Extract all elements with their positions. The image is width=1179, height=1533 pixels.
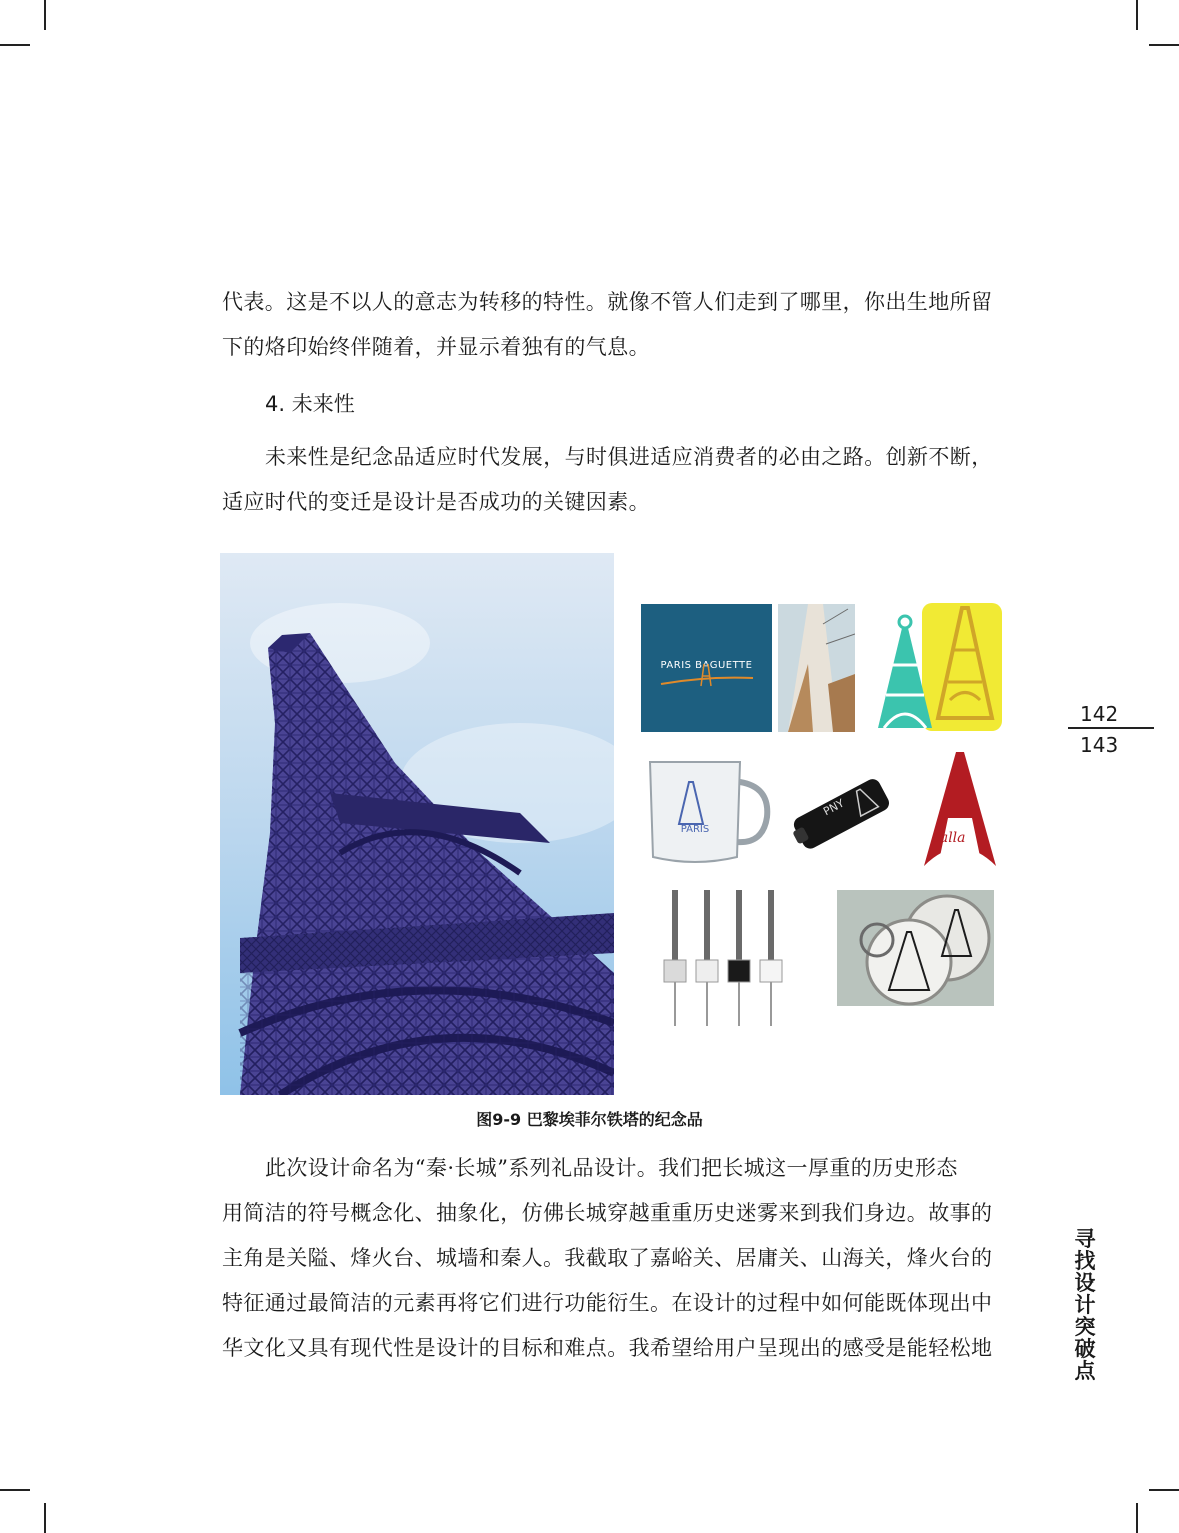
mug-text: PARIS (680, 824, 710, 835)
text-line: 代表。这是不以人的意志为转移的特性。就像不管人们走到了哪里，你出生地所留 (222, 290, 993, 314)
text-line: 用简洁的符号概念化、抽象化，仿佛长城穿越重重历史迷雾来到我们身边。故事的 (222, 1201, 993, 1225)
logo-text: PARIS BAGUETTE (660, 660, 753, 671)
keychain-illustration (872, 600, 1004, 734)
paris-baguette-logo (641, 604, 772, 732)
crop-mark (44, 0, 46, 30)
section-title-char: 设 (1074, 1271, 1096, 1295)
usb-illustration (785, 765, 897, 860)
text-line: 主角是关隘、烽火台、城墙和秦人。我截取了嘉峪关、居庸关、山海关，烽火台的 (222, 1246, 993, 1270)
paragraph-top (222, 280, 1028, 370)
page-number-divider (1068, 727, 1154, 729)
crop-mark (1149, 44, 1179, 46)
red-tower-illustration (918, 748, 1002, 870)
paper-tower-model (778, 604, 855, 732)
crop-mark (0, 44, 30, 46)
lanyards (650, 886, 790, 1034)
section-title-char: 点 (1074, 1359, 1096, 1383)
text-line: 下的烙印始终伴随着，并显示着独有的气息。 (222, 335, 650, 359)
round-keyrings (837, 890, 994, 1006)
crop-mark (1136, 0, 1138, 30)
paper-tower-illustration (778, 604, 855, 732)
page-number-right: 143 (1080, 733, 1119, 757)
crop-mark (0, 1489, 30, 1491)
usb-text: PNY (821, 796, 847, 819)
paragraph-mid (222, 435, 1028, 525)
section-title-char: 破 (1074, 1337, 1096, 1361)
usb-drive (785, 765, 897, 860)
eiffel-tower-photo (220, 553, 614, 1095)
section-title-char: 计 (1074, 1293, 1096, 1317)
crop-mark (1136, 1503, 1138, 1533)
crop-mark (1149, 1489, 1179, 1491)
text-line: 未来性是纪念品适应时代发展，与时俱进适应消费者的必由之路。创新不断， (265, 445, 993, 469)
logo-mark (641, 604, 772, 732)
opener-text: calla (932, 830, 966, 846)
eiffel-keychains (872, 600, 1004, 734)
keyring-illustration (837, 890, 994, 1006)
section-title-vertical (1070, 1228, 1100, 1382)
glass-mug (645, 752, 773, 867)
eiffel-tower-illustration (220, 553, 614, 1095)
section-title-char: 突 (1074, 1315, 1096, 1339)
section-title-char: 寻 (1074, 1227, 1096, 1251)
mug-illustration (645, 752, 773, 867)
paragraph-bottom (222, 1146, 1028, 1371)
text-line: 特征通过最简洁的元素再将它们进行功能衍生。在设计的过程中如何能既体现出中 (222, 1291, 993, 1315)
page-number-left: 142 (1080, 702, 1119, 726)
text-line: 适应时代的变迁是设计是否成功的关键因素。 (222, 490, 650, 514)
text-line: 此次设计命名为“秦·长城”系列礼品设计。我们把长城这一厚重的历史形态 (265, 1156, 958, 1180)
figure-caption: 图9-9 巴黎埃菲尔铁塔的纪念品 (476, 1110, 703, 1129)
section-heading: 4. 未来性 (265, 392, 355, 416)
red-tower-opener (918, 748, 1002, 870)
lanyard-illustration (650, 886, 790, 1034)
text-line: 华文化又具有现代性是设计的目标和难点。我希望给用户呈现出的感受是能轻松地 (222, 1336, 993, 1360)
section-title-char: 找 (1074, 1249, 1096, 1273)
crop-mark (44, 1503, 46, 1533)
